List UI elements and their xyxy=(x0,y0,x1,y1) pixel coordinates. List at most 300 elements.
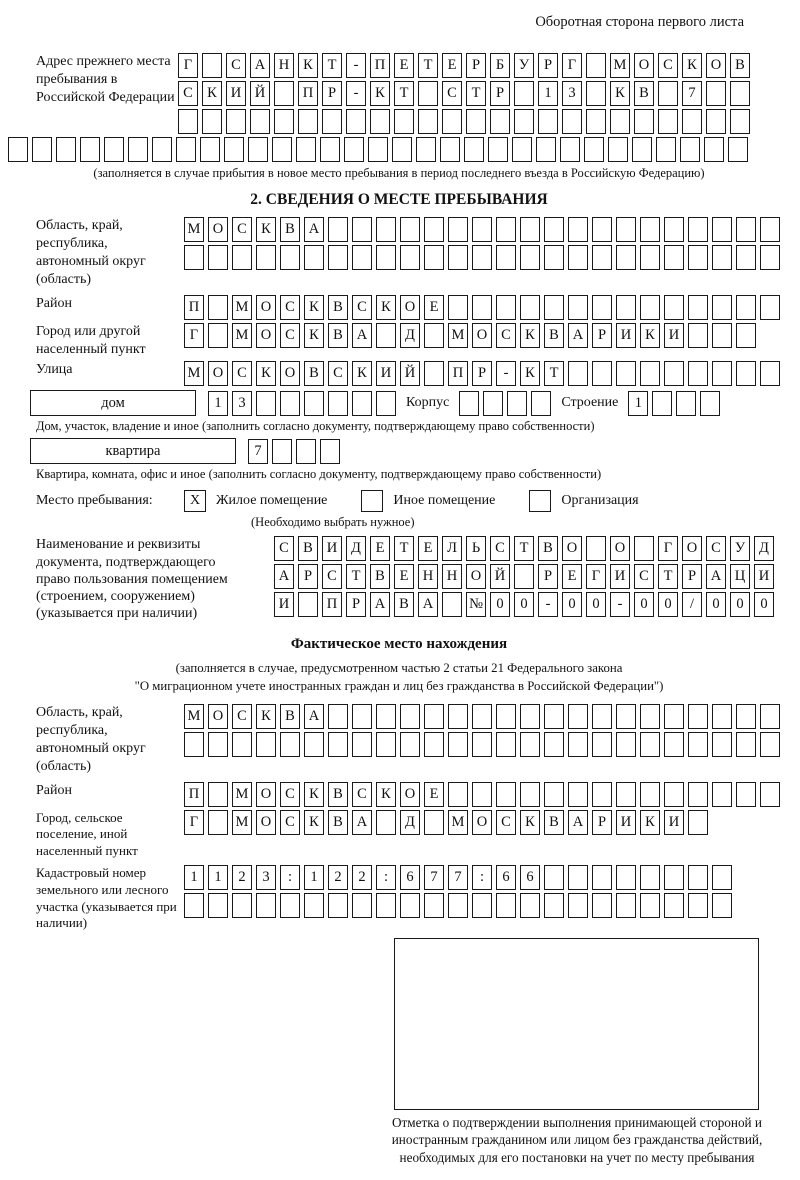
char-cell[interactable] xyxy=(531,391,551,416)
char-cell[interactable]: К xyxy=(640,323,660,348)
char-cell[interactable] xyxy=(400,245,420,270)
char-cell[interactable]: И xyxy=(664,323,684,348)
char-cell[interactable]: А xyxy=(418,592,438,617)
char-cell[interactable]: 3 xyxy=(232,391,252,416)
char-cell[interactable] xyxy=(352,391,372,416)
char-cell[interactable]: В xyxy=(634,81,654,106)
char-cell[interactable] xyxy=(448,245,468,270)
char-cell[interactable] xyxy=(496,245,516,270)
char-cell[interactable]: С xyxy=(322,564,342,589)
char-cell[interactable] xyxy=(56,137,76,162)
char-cell[interactable] xyxy=(568,217,588,242)
char-cell[interactable] xyxy=(376,245,396,270)
char-cell[interactable]: 7 xyxy=(448,865,468,890)
char-cell[interactable] xyxy=(586,53,606,78)
char-cell[interactable] xyxy=(592,361,612,386)
char-cell[interactable] xyxy=(712,704,732,729)
char-cell[interactable]: И xyxy=(226,81,246,106)
char-cell[interactable] xyxy=(328,245,348,270)
char-cell[interactable]: И xyxy=(664,810,684,835)
char-cell[interactable] xyxy=(392,137,412,162)
char-cell[interactable] xyxy=(568,295,588,320)
char-cell[interactable]: С xyxy=(232,361,252,386)
char-cell[interactable] xyxy=(610,109,630,134)
char-cell[interactable]: 3 xyxy=(256,865,276,890)
char-cell[interactable] xyxy=(520,295,540,320)
char-cell[interactable]: П xyxy=(370,53,390,78)
char-cell[interactable]: И xyxy=(610,564,630,589)
char-cell[interactable] xyxy=(706,109,726,134)
char-cell[interactable] xyxy=(400,732,420,757)
apartment-type-box[interactable]: квартира xyxy=(30,438,236,464)
char-cell[interactable] xyxy=(568,732,588,757)
char-cell[interactable]: К xyxy=(256,217,276,242)
char-cell[interactable]: К xyxy=(304,295,324,320)
char-cell[interactable]: Д xyxy=(754,536,774,561)
char-cell[interactable] xyxy=(472,893,492,918)
char-cell[interactable]: 0 xyxy=(658,592,678,617)
char-cell[interactable]: О xyxy=(256,782,276,807)
char-cell[interactable]: Е xyxy=(418,536,438,561)
char-cell[interactable] xyxy=(736,782,756,807)
char-cell[interactable]: К xyxy=(376,782,396,807)
char-cell[interactable] xyxy=(544,732,564,757)
char-cell[interactable] xyxy=(616,732,636,757)
char-cell[interactable] xyxy=(424,704,444,729)
char-cell[interactable]: У xyxy=(514,53,534,78)
char-cell[interactable] xyxy=(760,217,780,242)
char-cell[interactable] xyxy=(616,295,636,320)
char-cell[interactable] xyxy=(568,704,588,729)
char-cell[interactable]: О xyxy=(208,704,228,729)
char-cell[interactable] xyxy=(634,536,654,561)
char-cell[interactable] xyxy=(400,893,420,918)
char-cell[interactable]: К xyxy=(304,782,324,807)
char-cell[interactable] xyxy=(592,217,612,242)
char-cell[interactable]: Й xyxy=(490,564,510,589)
char-cell[interactable] xyxy=(472,704,492,729)
char-cell[interactable] xyxy=(376,810,396,835)
char-cell[interactable] xyxy=(250,109,270,134)
char-cell[interactable] xyxy=(472,782,492,807)
char-cell[interactable] xyxy=(304,391,324,416)
char-cell[interactable]: М xyxy=(232,810,252,835)
char-cell[interactable]: О xyxy=(208,217,228,242)
char-cell[interactable] xyxy=(320,439,340,464)
char-cell[interactable] xyxy=(272,439,292,464)
char-cell[interactable]: Б xyxy=(490,53,510,78)
char-cell[interactable]: О xyxy=(256,295,276,320)
char-cell[interactable] xyxy=(664,217,684,242)
char-cell[interactable]: Й xyxy=(250,81,270,106)
char-cell[interactable]: О xyxy=(400,782,420,807)
char-cell[interactable] xyxy=(424,893,444,918)
char-cell[interactable] xyxy=(688,865,708,890)
char-cell[interactable] xyxy=(272,137,292,162)
char-cell[interactable] xyxy=(496,295,516,320)
char-cell[interactable]: Е xyxy=(442,53,462,78)
char-cell[interactable]: 7 xyxy=(248,439,268,464)
char-cell[interactable] xyxy=(736,732,756,757)
char-cell[interactable] xyxy=(616,782,636,807)
char-cell[interactable] xyxy=(544,865,564,890)
char-cell[interactable]: А xyxy=(304,217,324,242)
char-cell[interactable]: П xyxy=(184,295,204,320)
char-cell[interactable]: Т xyxy=(394,81,414,106)
char-cell[interactable] xyxy=(760,732,780,757)
char-cell[interactable] xyxy=(664,245,684,270)
char-cell[interactable] xyxy=(466,109,486,134)
residential-checkbox[interactable]: X xyxy=(184,490,206,512)
char-cell[interactable] xyxy=(352,893,372,918)
char-cell[interactable] xyxy=(208,893,228,918)
char-cell[interactable] xyxy=(344,137,364,162)
char-cell[interactable]: В xyxy=(298,536,318,561)
char-cell[interactable] xyxy=(706,81,726,106)
char-cell[interactable] xyxy=(320,137,340,162)
char-cell[interactable] xyxy=(128,137,148,162)
char-cell[interactable] xyxy=(514,109,534,134)
char-cell[interactable] xyxy=(520,217,540,242)
char-cell[interactable]: О xyxy=(466,564,486,589)
char-cell[interactable]: Г xyxy=(586,564,606,589)
char-cell[interactable] xyxy=(652,391,672,416)
char-cell[interactable] xyxy=(760,245,780,270)
char-cell[interactable]: О xyxy=(256,323,276,348)
char-cell[interactable] xyxy=(640,361,660,386)
char-cell[interactable] xyxy=(760,782,780,807)
char-cell[interactable]: Т xyxy=(544,361,564,386)
char-cell[interactable]: О xyxy=(472,323,492,348)
char-cell[interactable] xyxy=(712,245,732,270)
char-cell[interactable]: С xyxy=(352,782,372,807)
char-cell[interactable] xyxy=(376,893,396,918)
char-cell[interactable] xyxy=(514,564,534,589)
char-cell[interactable] xyxy=(496,704,516,729)
char-cell[interactable]: В xyxy=(328,323,348,348)
char-cell[interactable]: А xyxy=(352,323,372,348)
char-cell[interactable]: 2 xyxy=(352,865,372,890)
char-cell[interactable]: Н xyxy=(274,53,294,78)
char-cell[interactable]: С xyxy=(232,704,252,729)
char-cell[interactable] xyxy=(616,704,636,729)
char-cell[interactable] xyxy=(472,732,492,757)
char-cell[interactable] xyxy=(472,217,492,242)
char-cell[interactable] xyxy=(424,323,444,348)
char-cell[interactable]: Т xyxy=(346,564,366,589)
char-cell[interactable] xyxy=(280,732,300,757)
char-cell[interactable] xyxy=(224,137,244,162)
char-cell[interactable]: О xyxy=(706,53,726,78)
char-cell[interactable] xyxy=(736,704,756,729)
char-cell[interactable] xyxy=(592,704,612,729)
char-cell[interactable] xyxy=(8,137,28,162)
char-cell[interactable] xyxy=(184,893,204,918)
char-cell[interactable]: 2 xyxy=(328,865,348,890)
char-cell[interactable] xyxy=(664,782,684,807)
char-cell[interactable] xyxy=(448,732,468,757)
char-cell[interactable]: А xyxy=(352,810,372,835)
char-cell[interactable] xyxy=(328,893,348,918)
char-cell[interactable]: С xyxy=(280,810,300,835)
char-cell[interactable] xyxy=(483,391,503,416)
char-cell[interactable] xyxy=(200,137,220,162)
char-cell[interactable] xyxy=(664,893,684,918)
char-cell[interactable]: К xyxy=(202,81,222,106)
char-cell[interactable] xyxy=(688,810,708,835)
char-cell[interactable]: А xyxy=(304,704,324,729)
char-cell[interactable] xyxy=(632,137,652,162)
char-cell[interactable] xyxy=(424,361,444,386)
char-cell[interactable]: К xyxy=(640,810,660,835)
char-cell[interactable] xyxy=(256,732,276,757)
char-cell[interactable] xyxy=(448,704,468,729)
char-cell[interactable]: 0 xyxy=(706,592,726,617)
char-cell[interactable] xyxy=(712,732,732,757)
house-type-box[interactable]: дом xyxy=(30,390,196,416)
char-cell[interactable]: Й xyxy=(400,361,420,386)
char-cell[interactable]: С xyxy=(658,53,678,78)
char-cell[interactable]: Р xyxy=(298,564,318,589)
char-cell[interactable] xyxy=(376,217,396,242)
char-cell[interactable] xyxy=(640,245,660,270)
char-cell[interactable] xyxy=(208,782,228,807)
char-cell[interactable]: В xyxy=(544,810,564,835)
char-cell[interactable]: И xyxy=(274,592,294,617)
char-cell[interactable]: С xyxy=(706,536,726,561)
char-cell[interactable]: Т xyxy=(322,53,342,78)
char-cell[interactable] xyxy=(304,245,324,270)
char-cell[interactable] xyxy=(490,109,510,134)
char-cell[interactable]: С xyxy=(496,810,516,835)
char-cell[interactable] xyxy=(448,295,468,320)
char-cell[interactable]: О xyxy=(256,810,276,835)
char-cell[interactable] xyxy=(448,217,468,242)
char-cell[interactable] xyxy=(544,893,564,918)
char-cell[interactable] xyxy=(634,109,654,134)
char-cell[interactable]: Н xyxy=(442,564,462,589)
char-cell[interactable] xyxy=(274,81,294,106)
char-cell[interactable]: С xyxy=(280,295,300,320)
char-cell[interactable] xyxy=(688,245,708,270)
char-cell[interactable] xyxy=(322,109,342,134)
char-cell[interactable] xyxy=(760,361,780,386)
char-cell[interactable]: 0 xyxy=(634,592,654,617)
char-cell[interactable]: 2 xyxy=(232,865,252,890)
char-cell[interactable] xyxy=(592,245,612,270)
char-cell[interactable]: 0 xyxy=(490,592,510,617)
char-cell[interactable]: 0 xyxy=(730,592,750,617)
char-cell[interactable] xyxy=(736,361,756,386)
char-cell[interactable]: П xyxy=(184,782,204,807)
char-cell[interactable]: Р xyxy=(592,810,612,835)
char-cell[interactable]: - xyxy=(496,361,516,386)
char-cell[interactable]: Т xyxy=(466,81,486,106)
char-cell[interactable]: 6 xyxy=(400,865,420,890)
char-cell[interactable]: Г xyxy=(658,536,678,561)
char-cell[interactable] xyxy=(568,245,588,270)
organization-checkbox[interactable] xyxy=(529,490,551,512)
char-cell[interactable]: Н xyxy=(418,564,438,589)
char-cell[interactable]: Г xyxy=(178,53,198,78)
char-cell[interactable] xyxy=(472,295,492,320)
char-cell[interactable] xyxy=(680,137,700,162)
char-cell[interactable]: К xyxy=(520,323,540,348)
char-cell[interactable] xyxy=(544,295,564,320)
char-cell[interactable]: К xyxy=(298,53,318,78)
char-cell[interactable] xyxy=(328,217,348,242)
char-cell[interactable]: С xyxy=(280,323,300,348)
char-cell[interactable] xyxy=(616,245,636,270)
char-cell[interactable]: Р xyxy=(472,361,492,386)
char-cell[interactable] xyxy=(544,782,564,807)
char-cell[interactable]: Т xyxy=(514,536,534,561)
char-cell[interactable] xyxy=(536,137,556,162)
char-cell[interactable] xyxy=(496,217,516,242)
char-cell[interactable] xyxy=(208,245,228,270)
char-cell[interactable] xyxy=(256,391,276,416)
char-cell[interactable]: : xyxy=(376,865,396,890)
char-cell[interactable]: Р xyxy=(490,81,510,106)
char-cell[interactable] xyxy=(298,109,318,134)
char-cell[interactable] xyxy=(664,361,684,386)
char-cell[interactable]: Р xyxy=(538,53,558,78)
char-cell[interactable]: В xyxy=(328,782,348,807)
char-cell[interactable] xyxy=(296,137,316,162)
char-cell[interactable] xyxy=(376,704,396,729)
char-cell[interactable] xyxy=(520,732,540,757)
char-cell[interactable]: И xyxy=(616,323,636,348)
char-cell[interactable] xyxy=(400,704,420,729)
char-cell[interactable] xyxy=(418,81,438,106)
char-cell[interactable] xyxy=(640,217,660,242)
char-cell[interactable]: Г xyxy=(184,323,204,348)
char-cell[interactable] xyxy=(80,137,100,162)
char-cell[interactable]: О xyxy=(562,536,582,561)
char-cell[interactable] xyxy=(608,137,628,162)
char-cell[interactable] xyxy=(688,295,708,320)
char-cell[interactable]: С xyxy=(442,81,462,106)
char-cell[interactable]: : xyxy=(472,865,492,890)
char-cell[interactable]: О xyxy=(682,536,702,561)
char-cell[interactable]: О xyxy=(280,361,300,386)
char-cell[interactable] xyxy=(616,865,636,890)
char-cell[interactable]: 6 xyxy=(520,865,540,890)
char-cell[interactable]: - xyxy=(610,592,630,617)
char-cell[interactable] xyxy=(700,391,720,416)
char-cell[interactable] xyxy=(442,592,462,617)
char-cell[interactable]: П xyxy=(322,592,342,617)
char-cell[interactable] xyxy=(586,81,606,106)
char-cell[interactable] xyxy=(520,782,540,807)
char-cell[interactable] xyxy=(640,893,660,918)
char-cell[interactable] xyxy=(664,704,684,729)
char-cell[interactable] xyxy=(496,732,516,757)
char-cell[interactable] xyxy=(352,732,372,757)
char-cell[interactable]: В xyxy=(544,323,564,348)
char-cell[interactable] xyxy=(562,109,582,134)
char-cell[interactable]: В xyxy=(280,217,300,242)
char-cell[interactable] xyxy=(298,592,318,617)
char-cell[interactable]: М xyxy=(184,704,204,729)
char-cell[interactable]: 0 xyxy=(514,592,534,617)
char-cell[interactable] xyxy=(274,109,294,134)
char-cell[interactable]: Р xyxy=(346,592,366,617)
char-cell[interactable]: М xyxy=(232,295,252,320)
char-cell[interactable] xyxy=(568,782,588,807)
char-cell[interactable] xyxy=(496,782,516,807)
char-cell[interactable] xyxy=(712,361,732,386)
char-cell[interactable]: А xyxy=(568,323,588,348)
char-cell[interactable]: С xyxy=(226,53,246,78)
char-cell[interactable]: 1 xyxy=(304,865,324,890)
char-cell[interactable]: Р xyxy=(538,564,558,589)
char-cell[interactable] xyxy=(664,865,684,890)
char-cell[interactable]: С xyxy=(232,217,252,242)
char-cell[interactable]: Т xyxy=(418,53,438,78)
char-cell[interactable] xyxy=(226,109,246,134)
char-cell[interactable] xyxy=(616,893,636,918)
char-cell[interactable]: С xyxy=(634,564,654,589)
char-cell[interactable]: С xyxy=(490,536,510,561)
char-cell[interactable]: 1 xyxy=(208,391,228,416)
char-cell[interactable]: Т xyxy=(658,564,678,589)
char-cell[interactable]: Л xyxy=(442,536,462,561)
char-cell[interactable] xyxy=(586,109,606,134)
char-cell[interactable] xyxy=(658,81,678,106)
char-cell[interactable]: О xyxy=(634,53,654,78)
char-cell[interactable] xyxy=(184,732,204,757)
char-cell[interactable] xyxy=(424,245,444,270)
char-cell[interactable]: 6 xyxy=(496,865,516,890)
char-cell[interactable] xyxy=(328,732,348,757)
char-cell[interactable] xyxy=(544,704,564,729)
char-cell[interactable]: С xyxy=(280,782,300,807)
char-cell[interactable] xyxy=(688,217,708,242)
other-premises-checkbox[interactable] xyxy=(361,490,383,512)
char-cell[interactable] xyxy=(440,137,460,162)
char-cell[interactable] xyxy=(376,732,396,757)
char-cell[interactable]: М xyxy=(232,323,252,348)
char-cell[interactable] xyxy=(208,295,228,320)
char-cell[interactable]: 3 xyxy=(562,81,582,106)
char-cell[interactable]: С xyxy=(496,323,516,348)
char-cell[interactable] xyxy=(514,81,534,106)
char-cell[interactable]: - xyxy=(346,81,366,106)
char-cell[interactable] xyxy=(352,704,372,729)
char-cell[interactable]: М xyxy=(610,53,630,78)
char-cell[interactable] xyxy=(656,137,676,162)
char-cell[interactable] xyxy=(688,704,708,729)
char-cell[interactable]: 0 xyxy=(586,592,606,617)
char-cell[interactable]: М xyxy=(184,361,204,386)
char-cell[interactable] xyxy=(568,361,588,386)
char-cell[interactable]: Р xyxy=(322,81,342,106)
char-cell[interactable]: 1 xyxy=(208,865,228,890)
char-cell[interactable] xyxy=(640,704,660,729)
char-cell[interactable]: К xyxy=(370,81,390,106)
char-cell[interactable]: М xyxy=(448,810,468,835)
char-cell[interactable] xyxy=(507,391,527,416)
char-cell[interactable] xyxy=(280,893,300,918)
char-cell[interactable] xyxy=(208,323,228,348)
char-cell[interactable] xyxy=(736,245,756,270)
char-cell[interactable] xyxy=(256,893,276,918)
char-cell[interactable]: В xyxy=(304,361,324,386)
char-cell[interactable]: М xyxy=(184,217,204,242)
char-cell[interactable] xyxy=(688,732,708,757)
char-cell[interactable]: А xyxy=(250,53,270,78)
